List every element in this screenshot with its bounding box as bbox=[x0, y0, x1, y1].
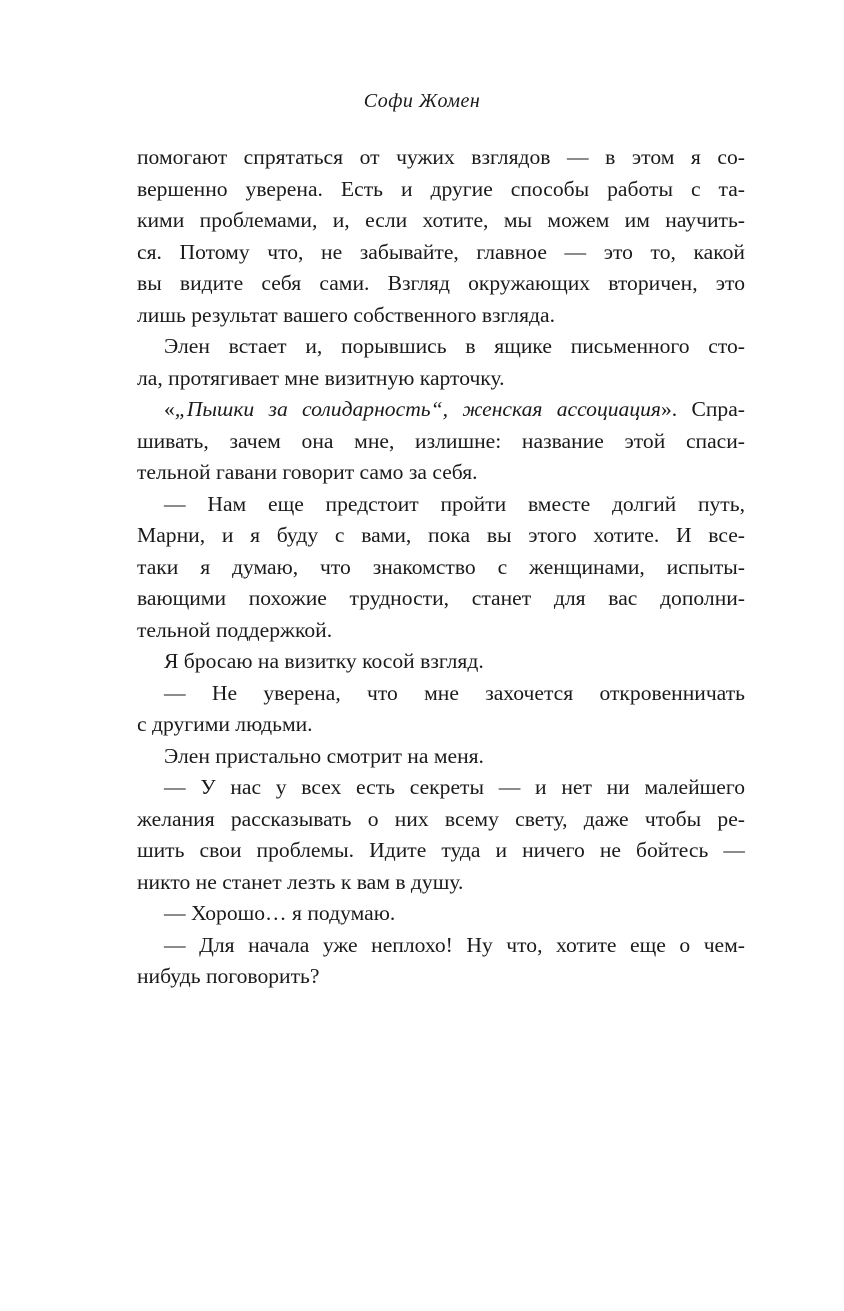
text-line: шить свои проблемы. Идите туда и ничего не бойтесь — bbox=[137, 838, 745, 862]
text-line: вы видите себя сами. Взгляд окружающих вторичен, это bbox=[137, 271, 745, 295]
text-line: — У нас у всех есть секреты — и нет ни малейшего bbox=[164, 775, 745, 799]
text-line: — Не уверена, что мне захочется откровенничать bbox=[164, 680, 745, 705]
running-head: Софи Жомен bbox=[363, 90, 481, 112]
text-line: вающими похожие трудности, станет для вас дополни- bbox=[137, 586, 745, 610]
text-line: с другими людьми. bbox=[137, 712, 313, 736]
text-line bbox=[137, 394, 745, 426]
text-line: Элен пристально смотрит на меня. bbox=[164, 743, 484, 768]
text-line: помогают спрятаться от чужих взглядов — в этом я со- bbox=[137, 145, 745, 169]
text-line: Марни, и я буду с вами, пока вы этого хотите. И все- bbox=[137, 523, 745, 547]
text-span: ». Спра- bbox=[660, 397, 745, 421]
text-line: вершенно уверена. Есть и другие способы работы с та- bbox=[137, 176, 745, 201]
text-line: нибудь поговорить? bbox=[137, 964, 320, 988]
text-line: Элен встает и, порывшись в ящике письменного сто- bbox=[164, 334, 745, 358]
text-line: Я бросаю на визитку косой взгляд. bbox=[164, 649, 484, 673]
text-line: кими проблемами, и, если хотите, мы можем им научить- bbox=[137, 208, 745, 232]
text-line: — Хорошо… я подумаю. bbox=[164, 901, 396, 925]
body-text bbox=[137, 142, 745, 993]
text-line: желания рассказывать о них всему свету, даже чтобы ре- bbox=[137, 806, 745, 831]
text-line: никто не станет лезть к вам в душу. bbox=[137, 869, 464, 894]
text-line: лишь результат вашего собственного взгляда. bbox=[137, 302, 555, 327]
text-line: шивать, зачем она мне, излишне: название этой спаси- bbox=[137, 428, 745, 453]
text-line: — Нам еще предстоит пройти вместе долгий путь, bbox=[164, 491, 745, 516]
italic-title-span: „Пышки за солидарность“, женская ассоциация bbox=[174, 397, 661, 421]
text-span: « bbox=[164, 397, 175, 421]
text-line: таки я думаю, что знакомство с женщинами, испыты- bbox=[137, 554, 745, 579]
text-line: ся. Потому что, не забывайте, главное — это то, какой bbox=[137, 239, 745, 264]
text-line: — Для начала уже неплохо! Ну что, хотите еще о чем- bbox=[164, 932, 745, 957]
text-line: тельной гавани говорит само за себя. bbox=[137, 460, 478, 484]
text-line: ла, протягивает мне визитную карточку. bbox=[137, 365, 505, 390]
text-line: тельной поддержкой. bbox=[137, 617, 333, 642]
